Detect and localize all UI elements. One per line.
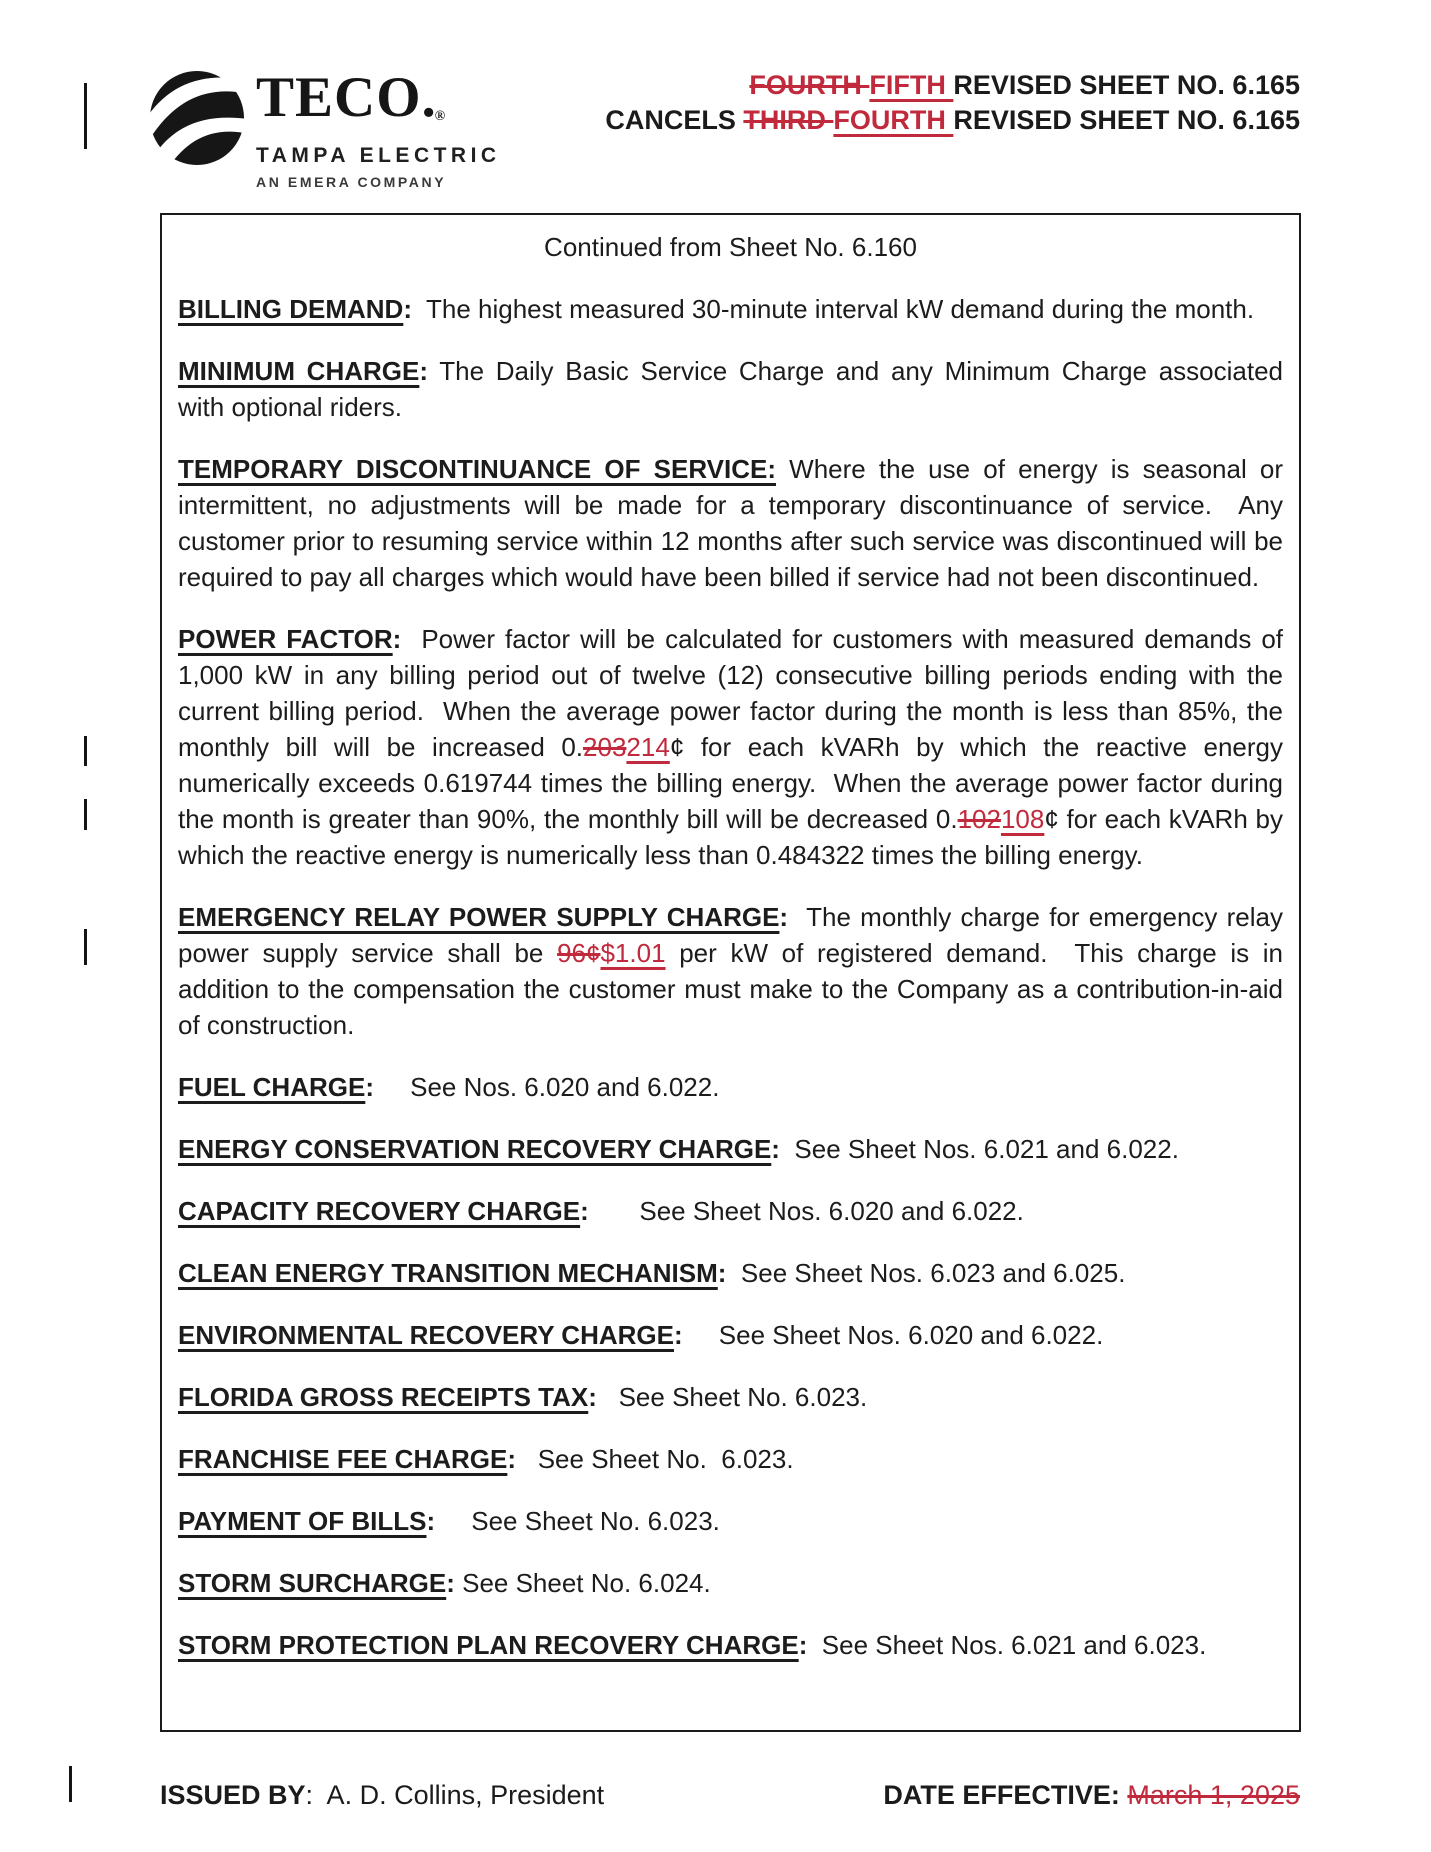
logo-text bbox=[256, 68, 501, 190]
text-segment: DATE EFFECTIVE: bbox=[883, 1780, 1128, 1810]
text-segment: REVISED SHEET NO. 6.165 bbox=[953, 105, 1300, 135]
section-fuel-charge bbox=[178, 1069, 1283, 1105]
inserted-text: $1.01 bbox=[600, 938, 666, 968]
logo-brand-word: TECO. bbox=[256, 66, 437, 129]
issued-by bbox=[160, 1780, 604, 1811]
text-segment: The monthly charge for emergency relay power supply service shall be bbox=[178, 902, 1283, 968]
text-segment: : bbox=[580, 1196, 589, 1226]
registered-mark-icon: ® bbox=[434, 109, 447, 124]
tariff-content-box bbox=[160, 213, 1301, 1732]
text-segment: : bbox=[446, 1568, 455, 1598]
section-label: ENVIRONMENTAL RECOVERY CHARGE bbox=[178, 1320, 674, 1350]
text-segment: : bbox=[365, 1072, 374, 1102]
text-segment: : A. D. Collins, President bbox=[305, 1780, 605, 1810]
date-effective bbox=[883, 1780, 1300, 1811]
section-continued-from bbox=[178, 229, 1283, 265]
deleted-text: March 1, 2025 bbox=[1127, 1780, 1300, 1810]
text-segment: Power factor will be calculated for customers with measured demands of 1,000 kW in any billing period out of twelve (12) consecutive billing periods ending with the current billing period. When the average power factor during the month is less than 85%, the monthly bill will be increased 0. bbox=[178, 624, 1284, 762]
logo bbox=[148, 68, 501, 190]
section-storm-surcharge bbox=[178, 1565, 1283, 1601]
text-segment: : bbox=[507, 1444, 517, 1474]
section-emergency-relay bbox=[178, 899, 1283, 1043]
section-label: POWER FACTOR bbox=[178, 624, 393, 654]
text-segment: ¢ for each kVARh by which the reactive energy numerically exceeds 0.619744 times the billing energy. When the average power factor during the month is greater than 90%, the monthly bill will be decreased 0. bbox=[178, 732, 1284, 834]
section-label: TEMPORARY DISCONTINUANCE OF SERVICE: bbox=[178, 454, 777, 484]
text-segment: See Nos. 6.020 and 6.022. bbox=[373, 1072, 720, 1102]
inserted-text: FOURTH bbox=[833, 105, 954, 135]
text-segment: See Sheet Nos. 6.021 and 6.022. bbox=[779, 1134, 1179, 1164]
deleted-text: 203 bbox=[583, 732, 627, 762]
text-segment: See Sheet Nos. 6.020 and 6.022. bbox=[588, 1196, 1024, 1226]
section-payment-of-bills bbox=[178, 1503, 1283, 1539]
section-label: BILLING DEMAND bbox=[178, 294, 404, 324]
section-label: ENERGY CONSERVATION RECOVERY CHARGE bbox=[178, 1134, 772, 1164]
section-franchise-fee-charge bbox=[178, 1441, 1283, 1477]
section-minimum-charge bbox=[178, 353, 1283, 425]
text-segment: : bbox=[779, 902, 789, 932]
text-segment: See Sheet No. 6.023. bbox=[435, 1506, 720, 1536]
text-segment: REVISED SHEET NO. 6.165 bbox=[953, 70, 1300, 100]
text-segment: CANCELS bbox=[605, 105, 744, 135]
section-label: CAPACITY RECOVERY CHARGE bbox=[178, 1196, 581, 1226]
text-segment: See Sheet No. 6.024. bbox=[454, 1568, 711, 1598]
logo-brand bbox=[256, 66, 501, 141]
deleted-text: 96¢ bbox=[557, 938, 601, 968]
deleted-text: FOURTH bbox=[749, 70, 870, 100]
section-clean-energy-transition-mechanism bbox=[178, 1255, 1283, 1291]
text-segment: The highest measured 30-minute interval kW demand during the month. bbox=[412, 294, 1255, 324]
revision-line-1 bbox=[605, 68, 1300, 103]
section-temporary-discontinuance bbox=[178, 451, 1283, 595]
section-energy-conservation-recovery-charge bbox=[178, 1131, 1283, 1167]
section-label: FLORIDA GROSS RECEIPTS TAX bbox=[178, 1382, 589, 1412]
text-segment: The Daily Basic Service Charge and any Minimum Charge associated with optional riders. bbox=[178, 356, 1283, 422]
section-billing-demand bbox=[178, 291, 1283, 327]
section-label: CLEAN ENERGY TRANSITION MECHANISM bbox=[178, 1258, 718, 1288]
text-segment: : bbox=[673, 1320, 683, 1350]
text-segment: : bbox=[426, 1506, 436, 1536]
text-segment: See Sheet Nos. 6.020 and 6.022. bbox=[682, 1320, 1104, 1350]
logo-subtitle: TAMPA ELECTRIC bbox=[256, 144, 501, 167]
section-label: MINIMUM CHARGE bbox=[178, 356, 420, 386]
text-segment: : bbox=[771, 1134, 780, 1164]
text-segment: See Sheet Nos. 6.023 and 6.025. bbox=[726, 1258, 1126, 1288]
text-segment: See Sheet No. 6.023. bbox=[596, 1382, 868, 1412]
revision-line-2 bbox=[605, 103, 1300, 138]
text-segment: : bbox=[717, 1258, 727, 1288]
deleted-text: 102 bbox=[957, 804, 1001, 834]
text-segment: : bbox=[588, 1382, 597, 1412]
box-sections bbox=[178, 229, 1283, 1663]
teco-logo-icon bbox=[148, 68, 248, 168]
section-label: FUEL CHARGE bbox=[178, 1072, 366, 1102]
change-bar bbox=[84, 83, 87, 149]
change-bar bbox=[69, 1766, 72, 1802]
section-florida-gross-receipts-tax bbox=[178, 1379, 1283, 1415]
text-segment: See Sheet No. 6.023. bbox=[516, 1444, 794, 1474]
text-segment: per kW of registered demand. This charge is in addition to the compensation the customer must make to the Company as a contribution-in-aid of construction. bbox=[178, 938, 1284, 1040]
section-capacity-recovery-charge bbox=[178, 1193, 1283, 1229]
text-segment: ¢ for each kVARh by which the reactive energy is numerically less than 0.484322 times the billing energy. bbox=[178, 804, 1283, 870]
text-segment: Where the use of energy is seasonal or intermittent, no adjustments will be made for a temporary discontinuance of service. Any customer prior to resuming service within 12 months after such service was discontinued will be required to pay all charges which would have been billed if service had not been discontinued. bbox=[178, 454, 1283, 592]
inserted-text: 108 bbox=[1000, 804, 1045, 834]
section-label: PAYMENT OF BILLS bbox=[178, 1506, 427, 1536]
section-environmental-recovery-charge bbox=[178, 1317, 1283, 1353]
inserted-text: FIFTH bbox=[869, 70, 954, 100]
text-segment: : bbox=[419, 356, 429, 386]
text-segment: : bbox=[403, 294, 412, 324]
logo-tagline: AN EMERA COMPANY bbox=[256, 174, 447, 190]
inserted-text: 214 bbox=[626, 732, 670, 762]
section-label: STORM PROTECTION PLAN RECOVERY CHARGE bbox=[178, 1630, 799, 1660]
section-label: EMERGENCY RELAY POWER SUPPLY CHARGE bbox=[178, 902, 780, 932]
change-bar bbox=[84, 736, 87, 766]
text-segment: : bbox=[392, 624, 402, 654]
text-segment: See Sheet Nos. 6.021 and 6.023. bbox=[807, 1630, 1207, 1660]
deleted-text: THIRD bbox=[743, 105, 834, 135]
section-storm-protection-plan-recovery-charge bbox=[178, 1627, 1283, 1663]
text-segment: ISSUED BY bbox=[160, 1780, 306, 1810]
revision-header bbox=[605, 68, 1300, 138]
change-bar bbox=[84, 929, 87, 965]
text-segment: : bbox=[798, 1630, 808, 1660]
change-bar bbox=[84, 799, 87, 830]
section-label: FRANCHISE FEE CHARGE bbox=[178, 1444, 508, 1474]
text-segment: Continued from Sheet No. 6.160 bbox=[544, 232, 917, 262]
section-power-factor bbox=[178, 621, 1283, 873]
section-label: STORM SURCHARGE bbox=[178, 1568, 447, 1598]
